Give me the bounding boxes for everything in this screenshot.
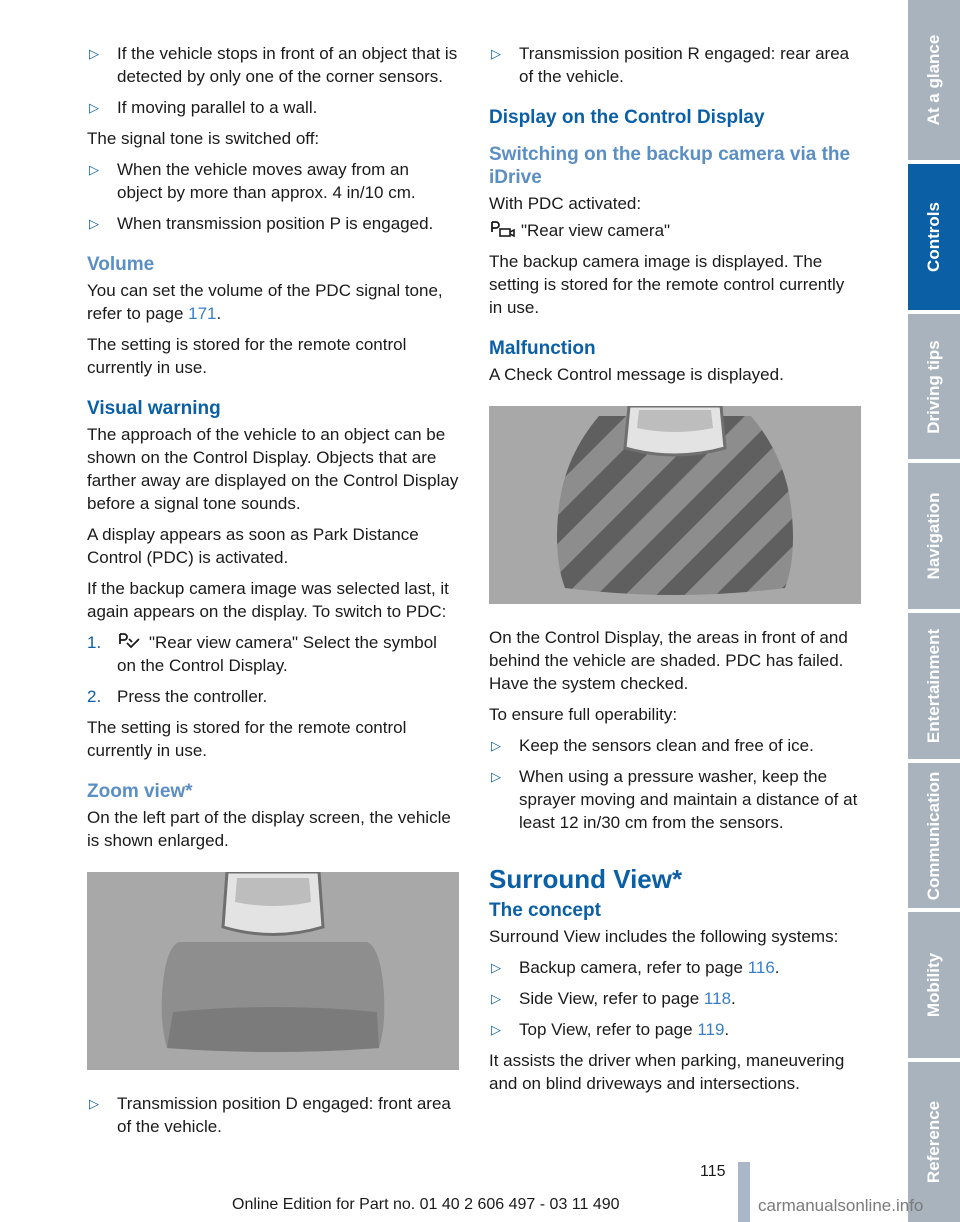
page-link[interactable]: 171	[188, 304, 217, 323]
bullet-marker: ▷	[491, 769, 501, 784]
right-column	[489, 42, 861, 1103]
step-number: 1.	[87, 633, 102, 652]
rear-view-camera-icon	[489, 219, 517, 239]
bullet-item: ▷ Transmission position D engaged: front area of the vehicle.	[89, 1094, 451, 1136]
paragraph: Surround View includes the following systems:	[489, 927, 839, 946]
bullet-marker: ▷	[491, 738, 501, 753]
page-link[interactable]: 116	[747, 958, 775, 977]
heading-concept: The concept	[489, 900, 601, 921]
bullet-marker: ▷	[89, 100, 99, 115]
paragraph: "Rear view camera"	[489, 219, 861, 242]
paragraph: It assists the driver when parking, maneuvering and on blind driveways and intersections.	[489, 1051, 845, 1093]
paragraph: The signal tone is switched off:	[87, 129, 320, 148]
bullet-item: ▷ If the vehicle stops in front of an object that is detected by only one of the corner sensors.	[89, 44, 458, 86]
bullet-item: ▷ When transmission position P is engaged.	[89, 214, 434, 233]
tab-mobility[interactable]: Mobility	[908, 912, 960, 1058]
heading-switch-backup-camera: Switching on the backup camera via the iDrive	[489, 144, 851, 188]
paragraph: On the left part of the display screen, the vehicle is shown enlarged.	[87, 808, 451, 850]
heading-zoom-view: Zoom view*	[87, 781, 193, 802]
left-column	[87, 42, 459, 1146]
heading-visual-warning: Visual warning	[87, 398, 221, 419]
step-item: 1. "Rear view camera" Select the symbol on the Control Display.	[87, 633, 437, 675]
tab-communication[interactable]: Communication	[908, 763, 960, 908]
page-link[interactable]: 119	[697, 1020, 725, 1039]
bullet-item: ▷ Side View, refer to page 118.	[491, 989, 736, 1008]
heading-volume: Volume	[87, 254, 155, 275]
paragraph: The backup camera image is displayed. The setting is stored for the remote control currently in use.	[489, 252, 845, 317]
bullet-item: ▷ If moving parallel to a wall.	[89, 98, 318, 117]
paragraph: A display appears as soon as Park Distance Control (PDC) is activated.	[87, 525, 419, 567]
bullet-item: ▷ Backup camera, refer to page 116.	[491, 958, 780, 977]
chapter-sidebar	[908, 0, 960, 1222]
tab-at-a-glance[interactable]: At a glance	[908, 0, 960, 160]
pdc-failed-figure	[489, 406, 861, 604]
watermark: carmanualsonline.info	[758, 1196, 924, 1215]
heading-malfunction: Malfunction	[489, 338, 596, 359]
tab-driving-tips[interactable]: Driving tips	[908, 314, 960, 459]
pdc-symbol-icon	[117, 631, 145, 651]
paragraph: With PDC activated:	[489, 194, 642, 213]
page-number-bar	[738, 1162, 750, 1222]
bullet-marker: ▷	[491, 960, 501, 975]
page-number: 115	[700, 1163, 726, 1180]
bullet-marker: ▷	[491, 1022, 501, 1037]
bullet-marker: ▷	[89, 162, 99, 177]
heading-display: Display on the Control Display	[489, 107, 765, 128]
step-number: 2.	[87, 687, 102, 706]
paragraph: You can set the volume of the PDC signal tone, refer to page 171.	[87, 281, 443, 323]
tab-navigation[interactable]: Navigation	[908, 463, 960, 609]
bullet-item: ▷ When using a pressure washer, keep the sprayer moving and maintain a distance of at least 12 in/30 cm from the sensors.	[491, 767, 858, 832]
zoom-view-figure	[87, 872, 459, 1070]
paragraph: On the Control Display, the areas in front of and behind the vehicle are shaded. PDC has failed. Have the system checked.	[489, 628, 848, 693]
heading-surround-view: Surround View*	[489, 864, 683, 894]
bullet-item: ▷ When the vehicle moves away from an object by more than approx. 4 in/10 cm.	[89, 160, 416, 202]
bullet-marker: ▷	[491, 46, 501, 61]
bullet-marker: ▷	[491, 991, 501, 1006]
tab-reference[interactable]: Reference	[908, 1062, 960, 1222]
bullet-item: ▷ Top View, refer to page 119.	[491, 1020, 730, 1039]
paragraph: A Check Control message is displayed.	[489, 365, 784, 384]
paragraph: The setting is stored for the remote control currently in use.	[87, 335, 407, 377]
bullet-marker: ▷	[89, 1096, 99, 1111]
paragraph: The setting is stored for the remote control currently in use.	[87, 718, 407, 760]
bullet-marker: ▷	[89, 46, 99, 61]
tab-controls[interactable]: Controls	[908, 164, 960, 310]
paragraph: To ensure full operability:	[489, 705, 678, 724]
bullet-marker: ▷	[89, 216, 99, 231]
paragraph: The approach of the vehicle to an object can be shown on the Control Display. Objects that are farther away are displayed on the Control Display before a signal tone sounds.	[87, 425, 459, 513]
bullet-item: ▷ Transmission position R engaged: rear area of the vehicle.	[491, 44, 850, 86]
paragraph: If the backup camera image was selected last, it again appears on the display. To switch to PDC:	[87, 579, 449, 621]
step-item: 2. Press the controller.	[87, 687, 268, 706]
tab-entertainment[interactable]: Entertainment	[908, 613, 960, 759]
page-link[interactable]: 118	[703, 989, 732, 1008]
bullet-item: ▷ Keep the sensors clean and free of ice.	[491, 736, 814, 755]
footer-text: Online Edition for Part no. 01 40 2 606 497 - 03 11 490	[232, 1196, 620, 1213]
